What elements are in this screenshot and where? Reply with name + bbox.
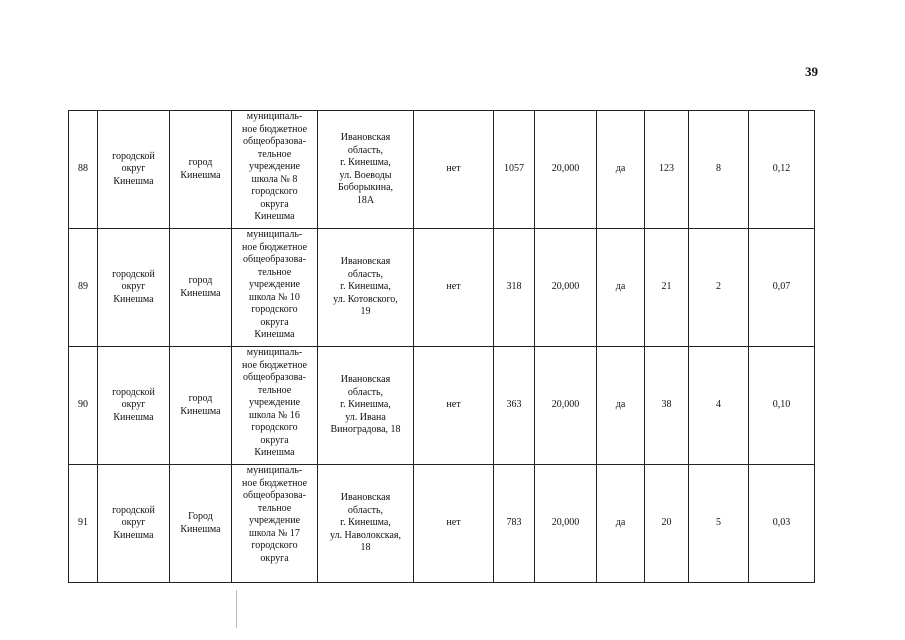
- n2-cell: 5: [689, 465, 749, 583]
- line: городской: [112, 268, 155, 280]
- n2-cell: 8: [689, 111, 749, 229]
- address-cell: [318, 229, 414, 347]
- row-index: 88: [69, 111, 98, 229]
- line: область,: [347, 144, 384, 156]
- flag-cell: нет: [414, 111, 494, 229]
- line: область,: [347, 386, 384, 398]
- line: муниципаль-: [246, 347, 303, 358]
- line: область,: [347, 268, 384, 280]
- settlement-cell: [170, 229, 232, 347]
- line: округ: [121, 281, 146, 293]
- line: Ивановская: [340, 132, 391, 143]
- row-index: 89: [69, 229, 98, 347]
- line: Город: [188, 511, 213, 522]
- line: ул. Ивана: [345, 411, 386, 423]
- line: 19: [360, 306, 371, 318]
- line: Кинешма: [180, 169, 221, 181]
- address-cell: [318, 111, 414, 229]
- line: округ: [121, 163, 146, 175]
- line: муниципаль-: [246, 229, 303, 240]
- line: город: [188, 393, 213, 404]
- line: 18: [360, 542, 371, 554]
- table-row: [69, 111, 815, 229]
- school-name-cell: [232, 347, 318, 465]
- row-index: 90: [69, 347, 98, 465]
- line: округ: [121, 399, 146, 411]
- line: ное бюджетное: [241, 123, 308, 135]
- n2-cell: 2: [689, 229, 749, 347]
- line: Кинешма: [113, 293, 154, 305]
- line: г. Кинешма,: [340, 399, 391, 411]
- line: Ивановская: [340, 492, 391, 504]
- line: округа: [260, 552, 289, 564]
- row-index: 91: [69, 465, 98, 583]
- table-row: [69, 229, 815, 347]
- line: город: [188, 157, 213, 168]
- line: Кинешма: [180, 523, 221, 535]
- line: городского: [251, 540, 298, 551]
- answer-cell: да: [597, 465, 645, 583]
- line: округа: [260, 434, 289, 446]
- line: Виноградова, 18: [330, 424, 401, 436]
- n1-cell: 20: [645, 465, 689, 583]
- line: г. Кинешма,: [340, 517, 391, 529]
- line: область,: [347, 504, 384, 516]
- answer-cell: да: [597, 229, 645, 347]
- school-name-cell: [232, 229, 318, 347]
- count-cell: 783: [494, 465, 535, 583]
- ratio-cell: 0,12: [749, 111, 815, 229]
- page-number: 39: [805, 64, 818, 79]
- line: ул. Наволокская,: [329, 529, 401, 541]
- line: тельное: [257, 384, 292, 396]
- line: учреждение: [248, 279, 301, 290]
- n1-cell: 123: [645, 111, 689, 229]
- line: городской: [112, 386, 155, 398]
- okrug-cell: [98, 229, 170, 347]
- value-cell: 20,000: [535, 229, 597, 347]
- table-row: [69, 465, 815, 583]
- line: тельное: [257, 148, 292, 160]
- line: учреждение: [248, 515, 301, 526]
- line: город: [188, 275, 213, 286]
- line: тельное: [257, 266, 292, 278]
- line: Кинешма: [113, 175, 154, 187]
- line: школа № 10: [249, 291, 300, 303]
- line: школа № 17: [249, 527, 300, 539]
- answer-cell: да: [597, 111, 645, 229]
- line: ул. Воеводы: [339, 169, 392, 181]
- line: г. Кинешма,: [340, 281, 391, 293]
- value-cell: 20,000: [535, 465, 597, 583]
- line: ное бюджетное: [241, 241, 308, 253]
- line: 18А: [356, 194, 375, 206]
- flag-cell: нет: [414, 229, 494, 347]
- line: Кинешма: [113, 411, 154, 423]
- address-cell: [318, 347, 414, 465]
- okrug-cell: [98, 111, 170, 229]
- line: городского: [251, 422, 298, 433]
- count-cell: 318: [494, 229, 535, 347]
- ratio-cell: 0,10: [749, 347, 815, 465]
- ratio-cell: 0,07: [749, 229, 815, 347]
- line: муниципаль-: [246, 111, 303, 122]
- flag-cell: нет: [414, 347, 494, 465]
- line: Кинешма: [180, 287, 221, 299]
- line: округа: [260, 198, 289, 210]
- line: школа № 16: [249, 409, 300, 421]
- ratio-cell: 0,03: [749, 465, 815, 583]
- school-name-cell: [232, 111, 318, 229]
- line: Кинешма: [254, 447, 295, 458]
- line: Ивановская: [340, 256, 391, 268]
- line: Кинешма: [254, 329, 295, 340]
- schools-table: [68, 110, 815, 583]
- count-cell: 363: [494, 347, 535, 465]
- line: городского: [251, 304, 298, 315]
- n1-cell: 38: [645, 347, 689, 465]
- line: общеобразова-: [242, 254, 306, 265]
- line: муниципаль-: [246, 465, 303, 476]
- line: общеобразова-: [242, 372, 306, 383]
- line: Кинешма: [180, 405, 221, 417]
- table-row: [69, 347, 815, 465]
- value-cell: 20,000: [535, 111, 597, 229]
- settlement-cell: [170, 347, 232, 465]
- line: округа: [260, 316, 289, 328]
- line: ное бюджетное: [241, 359, 308, 371]
- n2-cell: 4: [689, 347, 749, 465]
- line: округ: [121, 517, 146, 529]
- line: Кинешма: [254, 211, 295, 222]
- scan-artifact: [236, 590, 237, 628]
- flag-cell: нет: [414, 465, 494, 583]
- school-name-cell: [232, 465, 318, 583]
- line: учреждение: [248, 397, 301, 408]
- settlement-cell: [170, 111, 232, 229]
- okrug-cell: [98, 347, 170, 465]
- count-cell: 1057: [494, 111, 535, 229]
- line: городской: [112, 150, 155, 162]
- value-cell: 20,000: [535, 347, 597, 465]
- line: общеобразова-: [242, 490, 306, 501]
- line: г. Кинешма,: [340, 157, 391, 168]
- line: Боборыкина,: [337, 182, 394, 193]
- line: общеобразова-: [242, 136, 306, 147]
- line: городского: [251, 186, 298, 197]
- answer-cell: да: [597, 347, 645, 465]
- line: тельное: [257, 502, 292, 514]
- okrug-cell: [98, 465, 170, 583]
- line: учреждение: [248, 161, 301, 172]
- line: ное бюджетное: [241, 477, 308, 489]
- line: Ивановская: [340, 374, 391, 386]
- settlement-cell: [170, 465, 232, 583]
- address-cell: [318, 465, 414, 583]
- line: школа № 8: [251, 173, 298, 185]
- n1-cell: 21: [645, 229, 689, 347]
- line: ул. Котовского,: [333, 293, 398, 305]
- line: городской: [112, 504, 155, 516]
- line: Кинешма: [113, 529, 154, 541]
